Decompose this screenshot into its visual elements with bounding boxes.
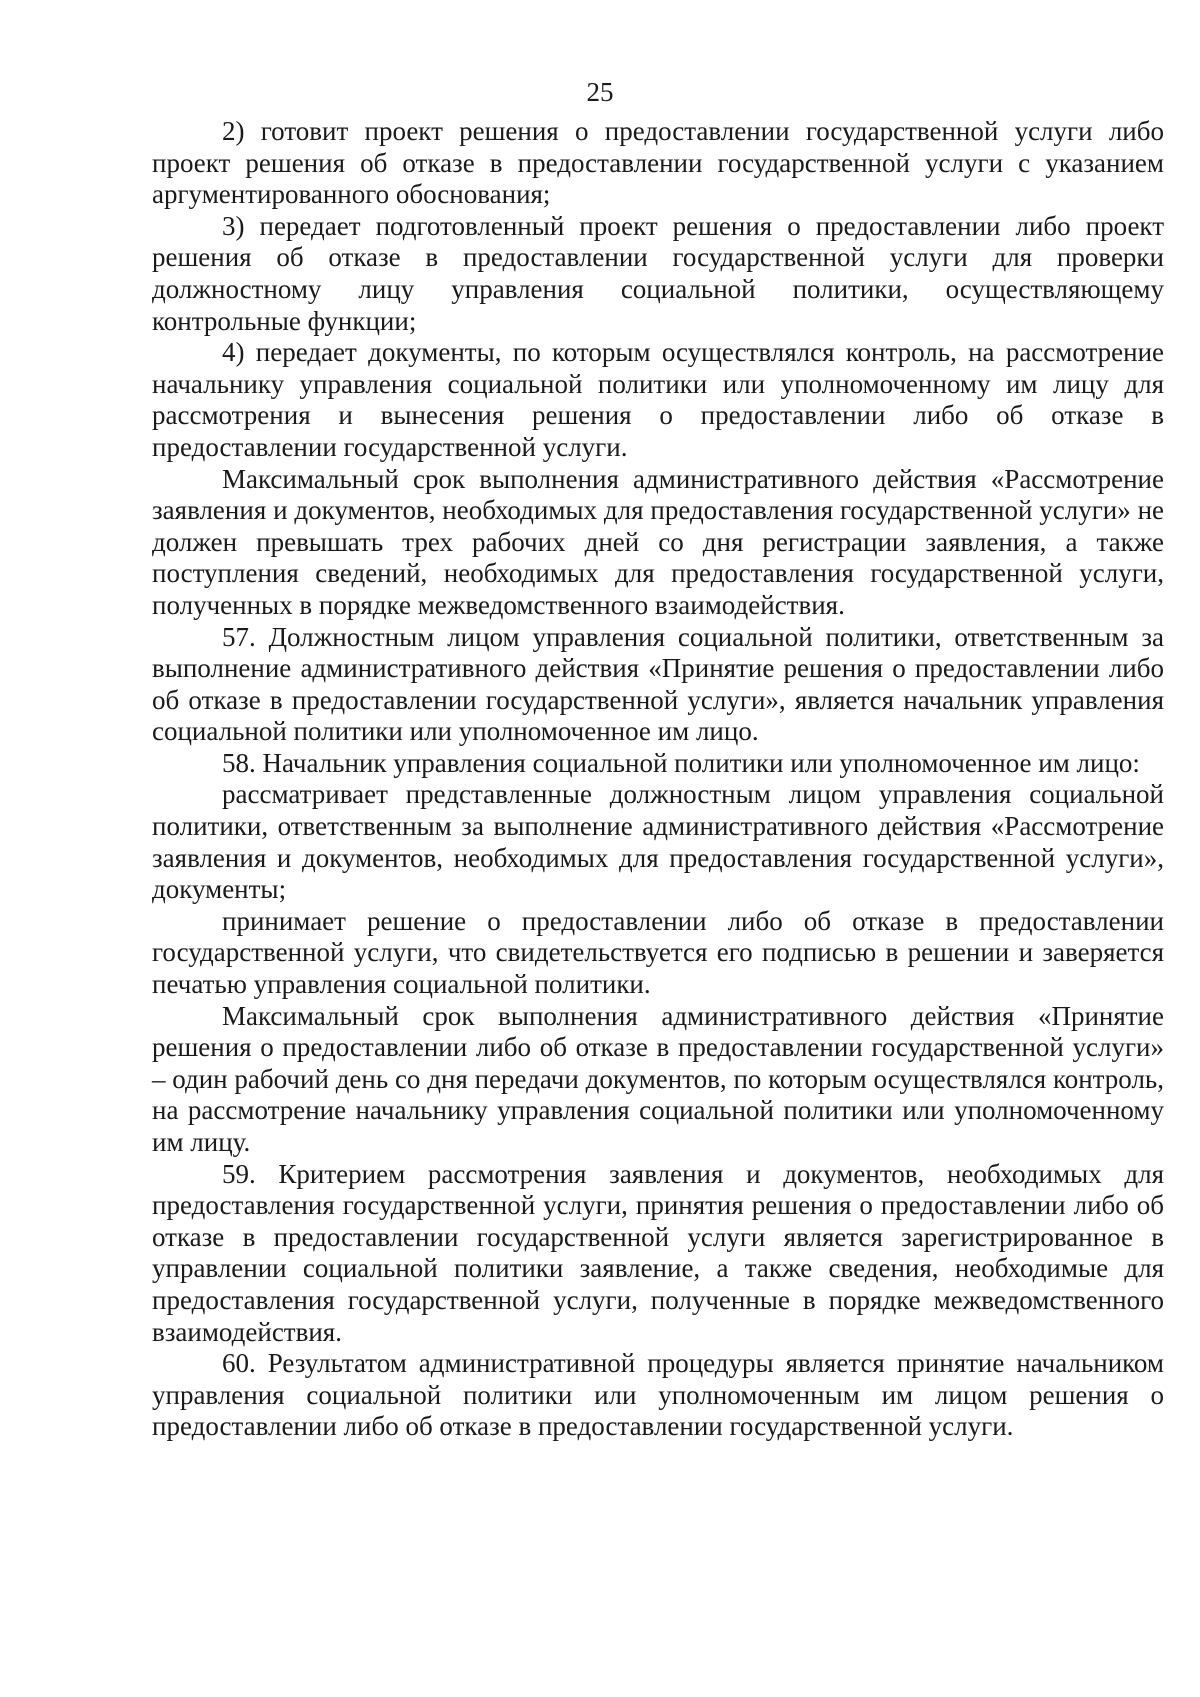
page-number: 25 bbox=[586, 77, 614, 107]
paragraph-item-3: 3) передает подготовленный проект решения о предоставлении либо проект решения об отказе в предоставлении государственной услуги для проверки должностному лицу управления социальной политики, осуществляющему контрольные функции; bbox=[152, 210, 1164, 336]
paragraph-58-decides: принимает решение о предоставлении либо об отказе в предоставлении государственной услуги, что свидетельствуется его подписью в решении и заверяется печатью управления социальной политики. bbox=[152, 905, 1164, 1000]
paragraph-item-2: 2) готовит проект решения о предоставлении государственной услуги либо проект решения об отказе в предоставлении государственной услуги с указанием аргументированного обоснования; bbox=[152, 116, 1164, 210]
document-body bbox=[152, 116, 1164, 1443]
paragraph-58: 58. Начальник управления социальной политики или уполномоченное им лицо: bbox=[222, 747, 1140, 778]
paragraph-item-4: 4) передает документы, по которым осуществлялся контроль, на рассмотрение начальнику управления социальной политики или уполномоченному им лицу для рассмотрения и вынесения решения о предоставлении либо об отказе в предоставлении государственной услуги. bbox=[152, 337, 1164, 462]
paragraph-59: 59. Критерием рассмотрения заявления и документов, необходимых для предоставления государственной услуги, принятия решения о предоставлении либо об отказе в предоставлении государственной услуги является зарегистрированное в управлении социальной политики заявление, а также сведения, необходимые для предоставления государственной услуги, полученные в порядке межведомственного взаимодействия. bbox=[152, 1158, 1164, 1347]
paragraph-deadline-review: Максимальный срок выполнения административного действия «Рассмотрение заявления и документов, необходимых для предоставления государственной услуги» не должен превышать трех рабочих дней со дня регистрации заявления, а также поступления сведений, необходимых для предоставления государственной услуги, полученных в порядке межведомственного взаимодействия. bbox=[152, 463, 1164, 620]
paragraph-57: 57. Должностным лицом управления социальной политики, ответственным за выполнение административного действия «Принятие решения о предоставлении либо об отказе в предоставлении государственной услуги», является начальник управления социальной политики или уполномоченное им лицо. bbox=[152, 621, 1164, 747]
paragraph-58-reviews: рассматривает представленные должностным лицом управления социальной политики, ответственным за выполнение административного действия «Рассмотрение заявления и документов, необходимых для предоставления государственной услуги», документы; bbox=[152, 779, 1164, 905]
paragraph-60: 60. Результатом административной процедуры является принятие начальником управления социальной политики или уполномоченным им лицом решения о предоставлении либо об отказе в предоставлении государственной услуги. bbox=[152, 1348, 1164, 1442]
paragraph-deadline-decision: Максимальный срок выполнения административного действия «Принятие решения о предоставлении либо об отказе в предоставлении государственной услуги» – один рабочий день со дня передачи документов, по которым осуществлялся контроль, на рассмотрение начальнику управления социальной политики или уполномоченному им лицу. bbox=[152, 1000, 1164, 1157]
